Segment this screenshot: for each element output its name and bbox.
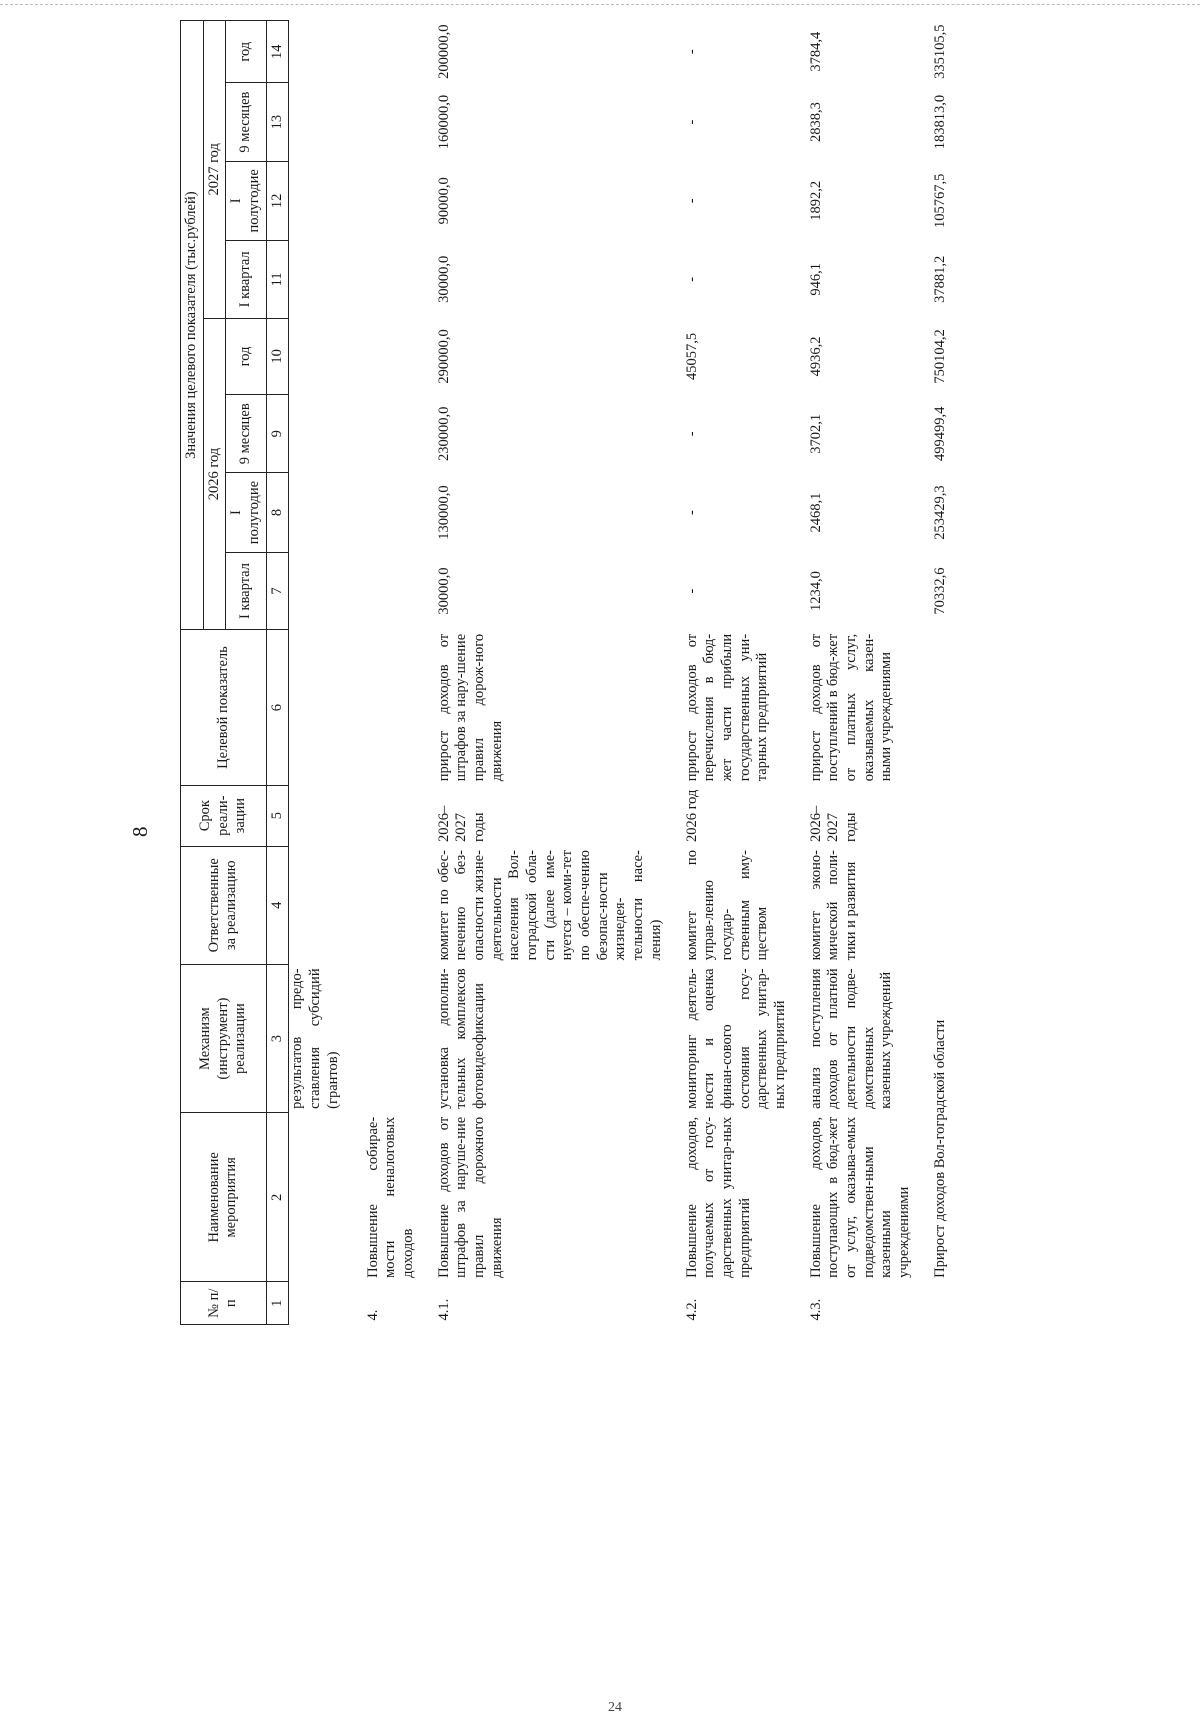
value-cell: 130000,0	[435, 485, 452, 540]
header-2027-yr: год	[226, 21, 266, 83]
header-2027-q1: I квартал	[226, 240, 266, 318]
total-value-cell: 105767,5	[931, 173, 948, 229]
total-value-cell: 37881,2	[931, 255, 948, 303]
col-number: 1	[266, 1282, 289, 1325]
header-indicator: Целевой показатель	[181, 630, 267, 785]
header-values-group: Значения целевого показателя (тыс.рублей)	[181, 21, 204, 630]
row-term: 2026–2027 годы	[435, 805, 487, 843]
row-num: 4.2.	[683, 1298, 700, 1321]
row-mechanism: анализ поступления доходов от платной деятельности подве-домственных казенных учреждений	[807, 968, 895, 1109]
value-cell: -	[683, 510, 700, 515]
value-cell: 290000,0	[435, 329, 452, 384]
total-label: Прирост доходов Вол-гоградской области	[931, 1019, 948, 1278]
header-2026-m9: 9 месяцев	[226, 395, 266, 473]
col-number: 2	[266, 1113, 289, 1282]
col-number: 12	[266, 161, 289, 240]
section-num: 4.	[364, 1309, 381, 1321]
header-2026-h1: I полугодие	[226, 473, 266, 552]
page-number: 8	[128, 826, 152, 837]
row-indicator: прирост доходов от перечисления в бюд-жет части прибыли государственных уни-тарных предприятий	[683, 633, 771, 782]
col-number: 10	[266, 318, 289, 394]
value-cell: 45057,5	[683, 332, 700, 380]
row-mechanism: мониторинг деятель-ности и оценка финан-сового состояния госу-дарственных унитар-ных предприятий	[683, 968, 788, 1109]
scan-edge	[0, 4, 1200, 5]
value-cell: -	[683, 431, 700, 437]
table-row	[800, 21, 924, 1325]
col-number: 9	[266, 395, 289, 473]
row-responsible: комитет по обес-печению без-опасности жизне-деятельности населения Вол-гоградской обла-сти (далее име-нуется – коми-тет по обеспе-чению безопас-ности жизнедея-тельности насе-ления)	[435, 850, 664, 961]
table-row	[428, 21, 676, 1325]
targets-table	[180, 20, 959, 1325]
row-num: 4.3.	[807, 1298, 824, 1321]
col-number: 7	[266, 552, 289, 630]
header-term: Срок реали-зации	[181, 785, 267, 846]
row-indicator: прирост доходов от поступлений в бюд-жет от платных услуг, оказываемых казен-ными учреждениями	[807, 633, 895, 782]
total-value-cell: 183813,0	[931, 94, 948, 150]
value-cell: 30000,0	[435, 255, 452, 303]
header-2026-yr: год	[226, 318, 266, 394]
value-cell: -	[683, 49, 700, 55]
col-number: 13	[266, 83, 289, 161]
header-2027-m9: 9 месяцев	[226, 83, 266, 161]
table-row	[676, 21, 800, 1325]
value-cell: 3702,1	[807, 413, 824, 454]
header-mechanism: Механизм (инструмент) реализации	[181, 964, 267, 1112]
header-2027-h1: I полугодие	[226, 161, 266, 240]
total-value-cell: 253429,3	[931, 485, 948, 540]
value-cell: -	[683, 198, 700, 204]
value-cell: 160000,0	[435, 94, 452, 150]
header-responsible: Ответственные за реализацию	[181, 846, 267, 964]
total-row	[924, 21, 960, 1325]
col-number: 11	[266, 240, 289, 318]
value-cell: -	[683, 588, 700, 594]
row-responsible: комитет по управ-лению государ-ственным иму-ществом	[683, 850, 771, 961]
total-value-cell: 335105,5	[931, 24, 948, 79]
total-value-cell: 499499,4	[931, 406, 948, 461]
value-cell: 3784,4	[807, 31, 824, 72]
value-cell: 946,1	[807, 263, 824, 296]
value-cell: 2838,3	[807, 102, 824, 143]
col-number: 8	[266, 473, 289, 552]
header-2026-q1: I квартал	[226, 552, 266, 630]
col-number: 3	[266, 964, 289, 1112]
row-responsible: комитет эконо-мической поли-тики и развития	[807, 850, 859, 961]
row-term: 2026–2027 годы	[807, 805, 859, 843]
row-name: Повышение доходов, поступающих в бюд-жет от услуг, оказыва-емых подведомствен-ными казенными учреждениями	[807, 1116, 913, 1278]
col-number: 14	[266, 21, 289, 83]
value-cell: 200000,0	[435, 24, 452, 79]
row-name: Повышение доходов от штрафов за наруше-ние правил дорожного движения	[435, 1116, 505, 1278]
continuation-row	[289, 21, 357, 1325]
row-indicator: прирост доходов от штрафов за нару-шение правил дорож-ного движения	[435, 633, 505, 782]
value-cell: 1892,2	[807, 180, 824, 221]
continuation-mechanism: результатов предо-ставления субсидий (грантов)	[289, 968, 341, 1109]
section-name: Повышение собирае-мости неналоговых доходов	[364, 1116, 416, 1278]
value-cell: 2468,1	[807, 492, 824, 533]
rotated-table-sheet	[180, 20, 1180, 1325]
col-number: 4	[266, 846, 289, 964]
row-mechanism: установка дополни-тельных комплексов фотовидеофиксации	[435, 968, 487, 1109]
value-cell: 90000,0	[435, 177, 452, 225]
value-cell: -	[683, 276, 700, 282]
column-number-row	[266, 21, 289, 1325]
row-num: 4.1.	[435, 1298, 452, 1321]
header-year-2027: 2027 год	[203, 21, 226, 319]
total-value-cell: 750104,2	[931, 329, 948, 384]
bottom-page-marker: 24	[608, 1700, 622, 1715]
value-cell: 230000,0	[435, 406, 452, 461]
header-num: № п/п	[181, 1282, 267, 1325]
row-term: 2026 год	[683, 789, 700, 843]
row-name: Повышение доходов, получаемых от госу-дарственных унитар-ных предприятий	[683, 1116, 753, 1278]
header-year-2026: 2026 год	[203, 318, 226, 630]
header-name: Наименование мероприятия	[181, 1113, 267, 1282]
section-row	[357, 21, 428, 1325]
value-cell: 4936,2	[807, 336, 824, 377]
value-cell: -	[683, 119, 700, 125]
value-cell: 30000,0	[435, 567, 452, 615]
col-number: 6	[266, 630, 289, 785]
value-cell: 1234,0	[807, 571, 824, 611]
col-number: 5	[266, 785, 289, 846]
total-value-cell: 70332,6	[931, 567, 948, 615]
